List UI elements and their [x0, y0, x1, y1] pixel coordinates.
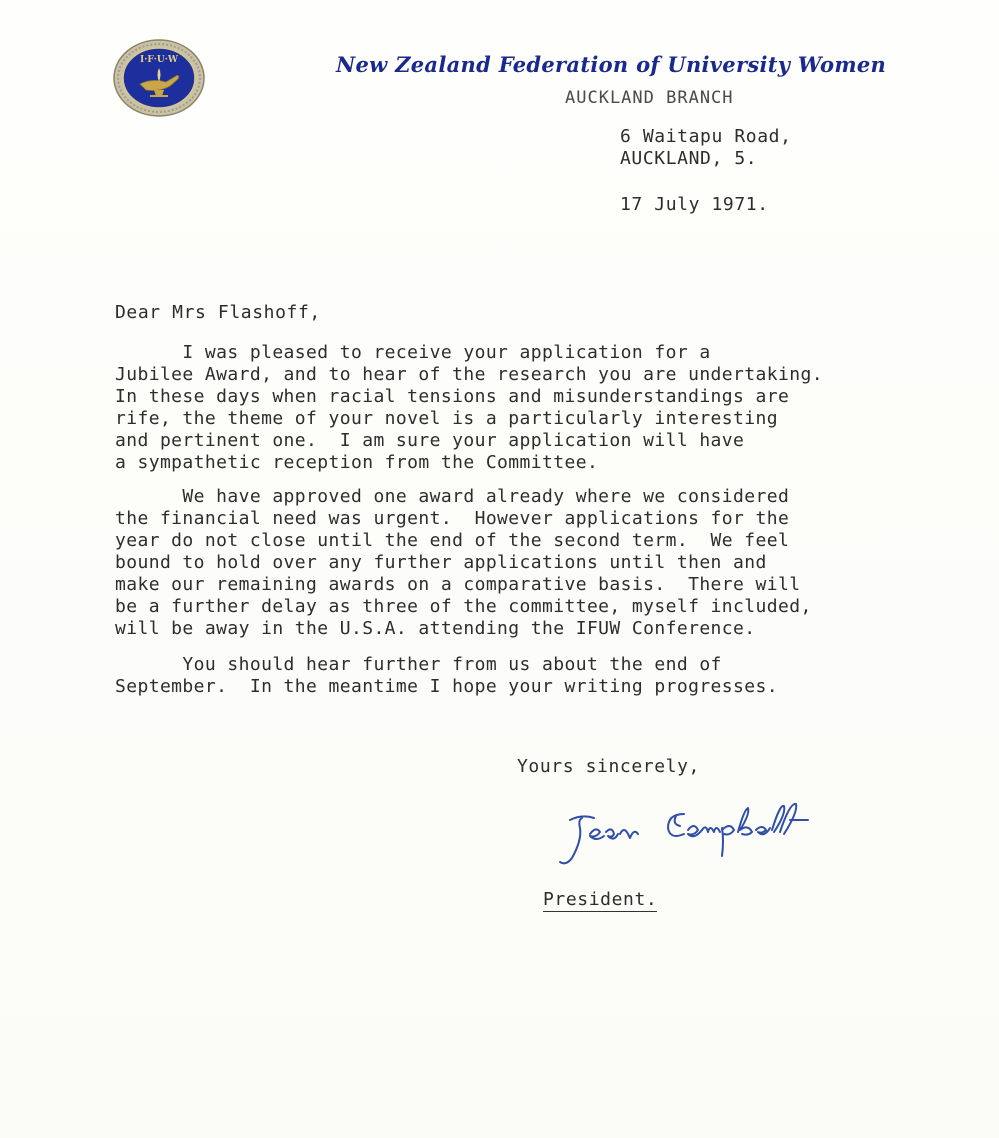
paragraph-1 [115, 342, 975, 474]
role-label: President. [543, 889, 658, 910]
address-line-1: 6 Waitapu Road, [620, 126, 792, 147]
organization-name: New Zealand Federation of University Women [336, 52, 887, 77]
branch-name: AUCKLAND BRANCH [565, 88, 734, 108]
paragraph-line: In these days when racial tensions and misunderstandings are [115, 386, 790, 407]
paragraph-line: September. In the meantime I hope your writing progresses. [115, 676, 778, 697]
paragraph-line: bound to hold over any further applications until then and [115, 552, 767, 573]
salutation: Dear Mrs Flashoff, [115, 302, 321, 323]
paragraph-line: will be away in the U.S.A. attending the IFUW Conference. [115, 618, 756, 639]
paragraph-line: year do not close until the end of the second term. We feel [115, 530, 790, 551]
paragraph-line: You should hear further from us about the end of [115, 654, 722, 675]
paragraph-3 [115, 654, 975, 698]
paragraph-line: and pertinent one. I am sure your application will have [115, 430, 745, 451]
paragraph-line: We have approved one award already where we considered [115, 486, 790, 507]
paragraph-line: Jubilee Award, and to hear of the research you are undertaking. [115, 364, 823, 385]
closing: Yours sincerely, [517, 756, 700, 777]
ifuw-seal-logo [112, 38, 206, 118]
paragraph-line: the financial need was urgent. However applications for the [115, 508, 790, 529]
seal-lettering: I·F·U·W [140, 55, 178, 65]
paragraph-line: I was pleased to receive your application for a [115, 342, 711, 363]
paragraph-line: make our remaining awards on a comparative basis. There will [115, 574, 801, 595]
paragraph-line: rife, the theme of your novel is a particularly interesting [115, 408, 778, 429]
address-line-2: AUCKLAND, 5. [620, 148, 758, 169]
paragraph-line: be a further delay as three of the committee, myself included, [115, 596, 812, 617]
letter-date: 17 July 1971. [620, 194, 769, 215]
handwritten-signature [552, 800, 852, 870]
paragraph-2 [115, 486, 975, 640]
paragraph-line: a sympathetic reception from the Committee. [115, 452, 599, 473]
signatory-role [543, 889, 657, 910]
